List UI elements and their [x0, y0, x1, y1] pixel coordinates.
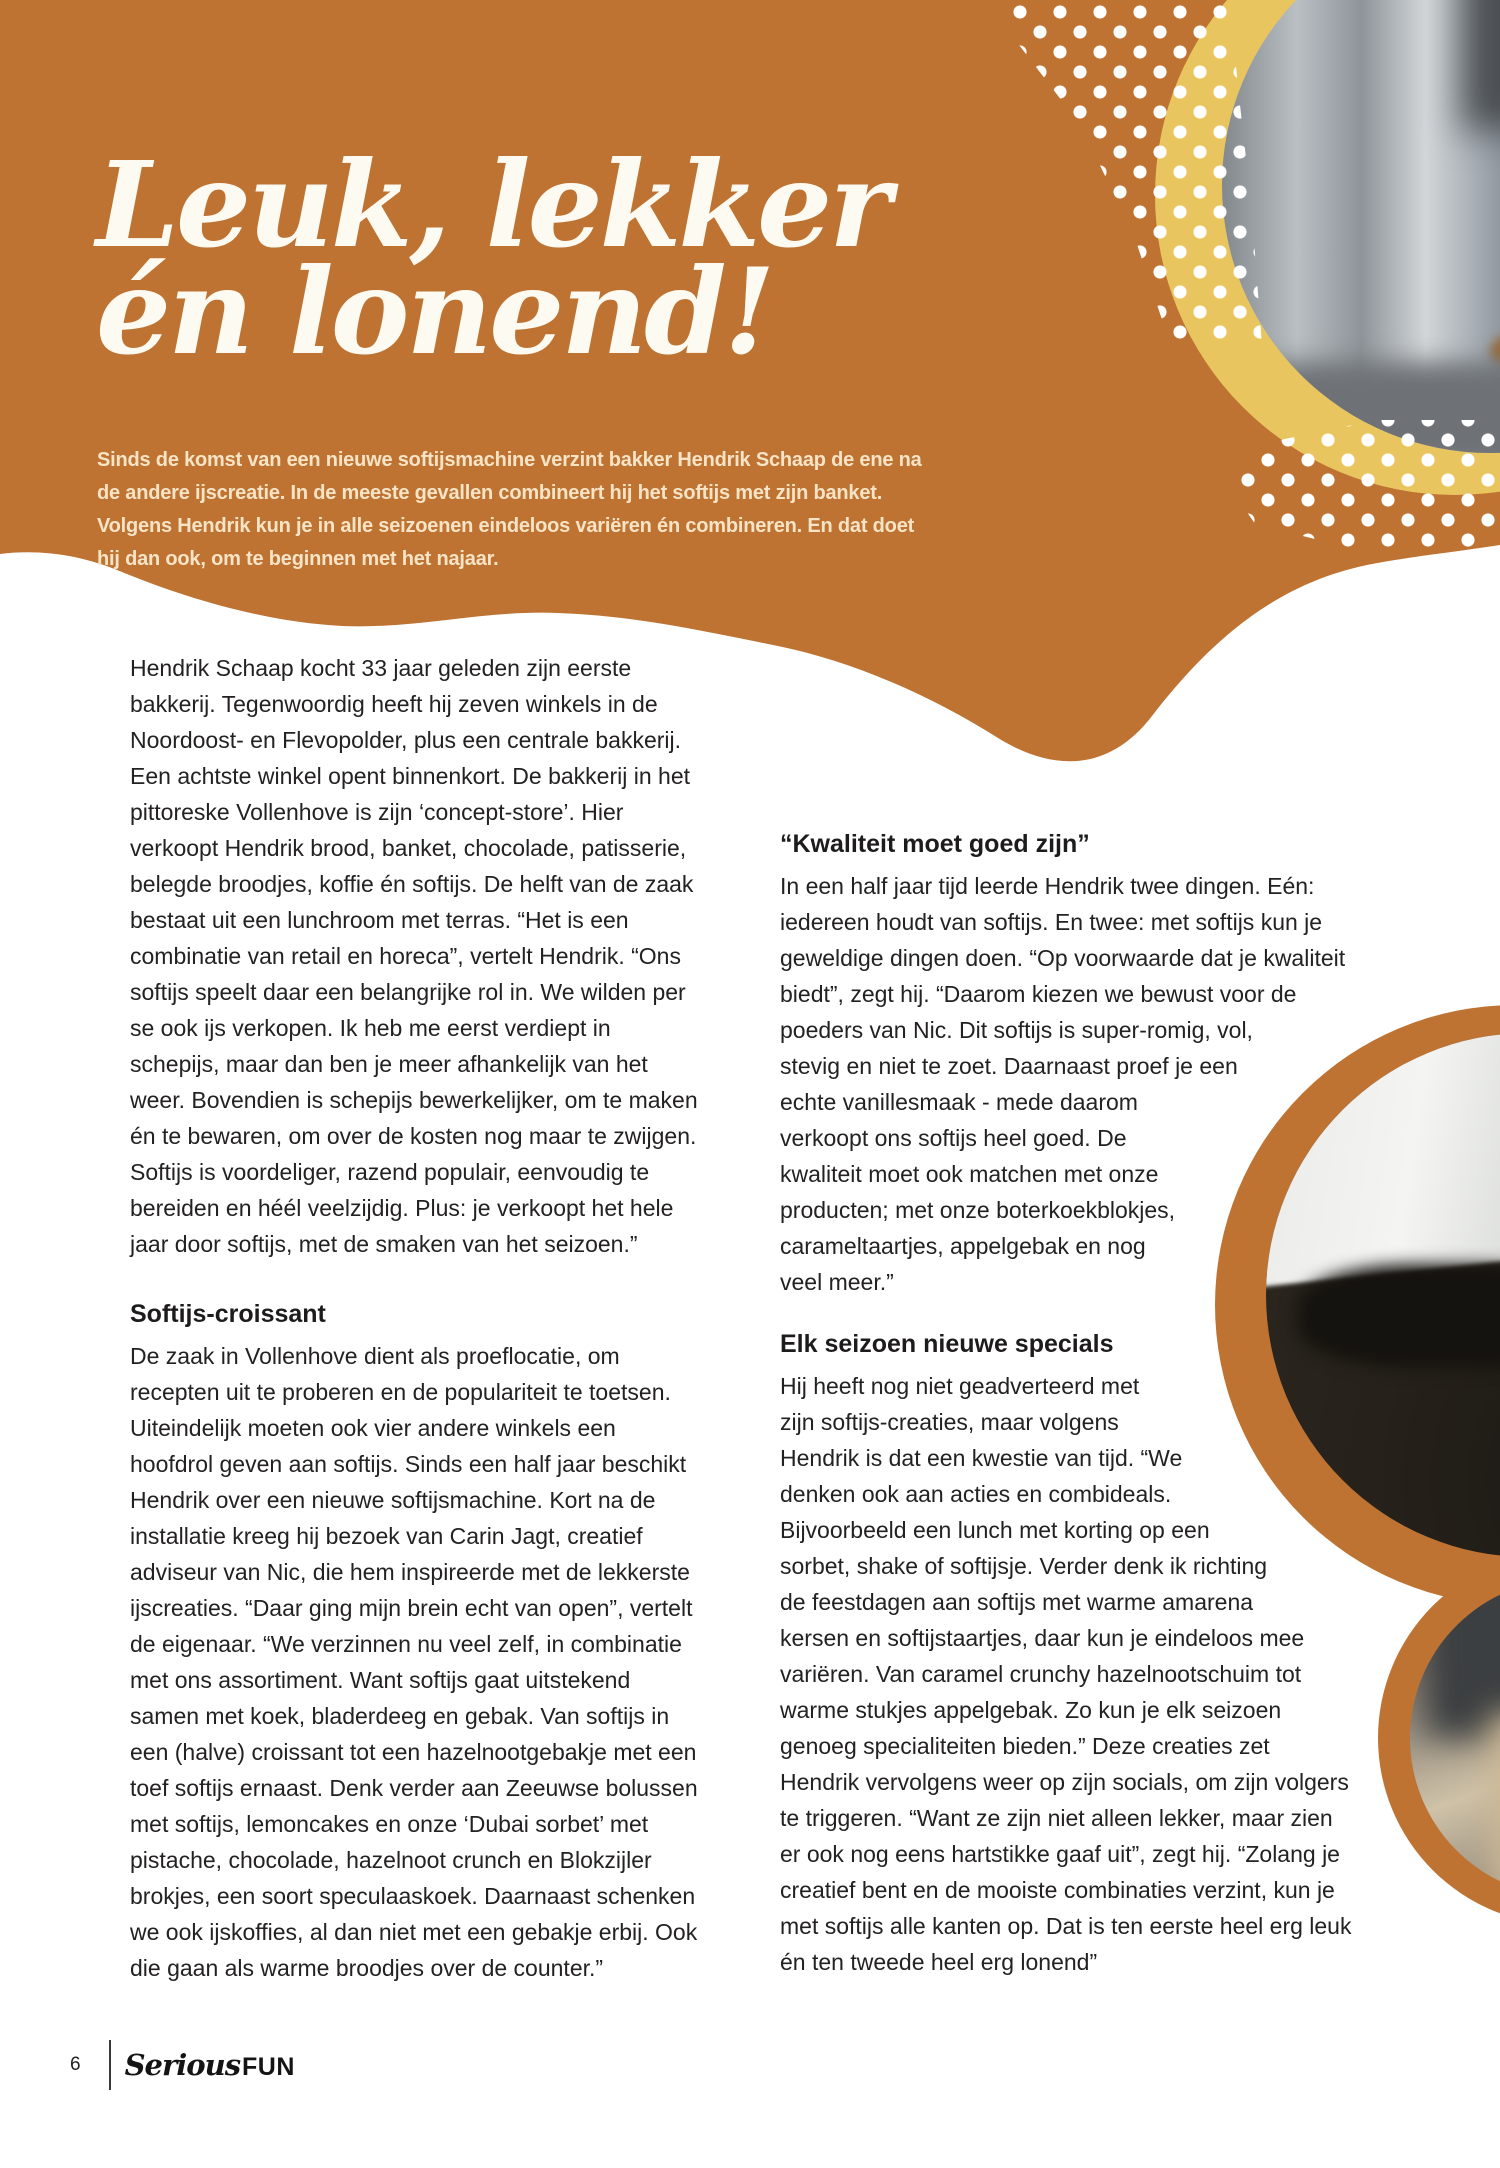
sundae-photo-background [1463, 0, 1500, 131]
footer-divider [109, 2040, 111, 2090]
page-number: 6 [70, 2054, 81, 2075]
article-right-column [780, 826, 1352, 1980]
right-paragraph-1: In een half jaar tijd leerde Hendrik twee dingen. Eén: iedereen houdt van softijs. En twee: met softijs kun je geweldige dingen doen. “Op voorwaarde dat je kwaliteit biedt”, zegt hij. “Daarom kiezen we bewust voor de poeders van Nic. Dit softijs is super-romig, vol, stevig en niet te zoet. Daarnaast proef je een echte vanillesmaak - mede daarom verkoopt ons softijs heel goed. De kwaliteit moet ook matchen met onze producten; met onze boterkoekblokjes, carameltaartjes, appelgebak en nog veel meer.” [780, 873, 1346, 1295]
left-paragraph-2: De zaak in Vollenhove dient als proeflocatie, om recepten uit te proberen en de populariteit te toetsen. Uiteindelijk moeten ook vier andere winkels een hoofdrol geven aan softijs. Sinds een half jaar beschikt Hendrik over een nieuwe softijsmachine. Kort na de installatie kreeg hij bezoek van Carin Jagt, creatief adviseur van Nic, die hem inspireerde met de lekkerste ijscreaties. “Daar ging mijn brein echt van open”, vertelt de eigenaar. “We verzinnen nu veel zelf, in combinatie met ons assortiment. Want softijs gaat uitstekend samen met koek, bladerdeeg en gebak. Van softijs in een (halve) croissant tot een hazelnootgebakje met een toef softijs ernaast. Denk verder aan Zeeuwse bolussen met softijs, lemoncakes en onze ‘Dubai sorbet’ met pistache, chocolade, hazelnoot crunch en Blokzijler brokjes, een soort speculaaskoek. Daarnaast schenken we ook ijskoffies, al dan niet met een gebakje erbij. Ook die gaan als warme broodjes over de counter.” [130, 1343, 698, 1981]
intro-paragraph: Sinds de komst van een nieuwe softijsmachine verzint bakker Hendrik Schaap de ene na de andere ijscreatie. In de meeste gevallen combineert hij het softijs met zijn banket. Volgens Hendrik kun je in alle seizoenen eindeloos variëren én combineren. En dat doet hij dan ook, om te beginnen met het najaar. [97, 449, 922, 570]
serious-fun-logo [125, 2048, 295, 2082]
page-title [96, 135, 889, 382]
detail-photo-light-area [1490, 1713, 1500, 1897]
page-footer [70, 2038, 295, 2092]
logo-bold-text: FUN [242, 2053, 295, 2081]
left-paragraph-1: Hendrik Schaap kocht 33 jaar geleden zijn eerste bakkerij. Tegenwoordig heeft hij zeven winkels in de Noordoost- en Flevopolder, plus een centrale bakkerij. Een achtste winkel opent binnenkort. De bakkerij in het pittoreske Vollenhove is zijn ‘concept-store’. Hier verkoopt Hendrik brood, banket, chocolade, patisserie, belegde broodjes, koffie én softijs. De helft van de zaak bestaat uit een lunchroom met terras. “Het is een combinatie van retail en horeca”, vertelt Hendrik. “Ons softijs speelt daar een belangrijke rol in. We wilden per se ook ijs verkopen. Ik heb me eerst verdiept in schepijs, maar dan ben je meer afhankelijk van het weer. Bovendien is schepijs bewerkelijker, om te maken én te bewaren, om over de kosten nog maar te zwijgen. Softijs is voordeliger, razend populair, eenvoudig te bereiden en héél veelzijdig. Plus: je verkoopt het hele jaar door softijs, met de smaken van het seizoen.” [130, 655, 698, 1257]
right-subheading-kwaliteit: “Kwaliteit moet goed zijn” [780, 830, 1090, 858]
right-subheading-specials: Elk seizoen nieuwe specials [780, 1330, 1114, 1358]
page-title-line2: én lonend! [96, 242, 773, 382]
article-left-column [130, 650, 698, 1986]
sundae-photo [1222, 0, 1500, 453]
right-paragraph-2: Hij heeft nog niet geadverteerd met zijn softijs-creaties, maar volgens Hendrik is dat een kwestie van tijd. “We denken ook aan acties en combideals. Bijvoorbeeld een lunch met korting op een sorbet, shake of softijsje. Verder denk ik richting de feestdagen aan softijs met warme amarena kersen en softijstaartjes, daar kun je eindeloos mee variëren. Van caramel crunchy hazelnootschuim tot warme stukjes appelgebak. Zo kun je elk seizoen genoeg specialiteiten bieden.” Deze creaties zet Hendrik vervolgens weer op zijn socials, om zijn volgers te triggeren. “Want ze zijn niet alleen lekker, maar zien er ook nog eens hartstikke gaaf uit”, zegt hij. “Zolang je creatief bent en de mooiste combinaties verzint, kun je met softijs alle kanten op. Dat is ten eerste heel erg leuk én ten tweede heel erg lonend” [780, 1373, 1352, 1975]
page-title-line1: Leuk, lekker [96, 135, 889, 275]
left-subheading-softijs-croissant: Softijs-croissant [130, 1300, 326, 1328]
logo-script-text: Serious [124, 2048, 241, 2082]
